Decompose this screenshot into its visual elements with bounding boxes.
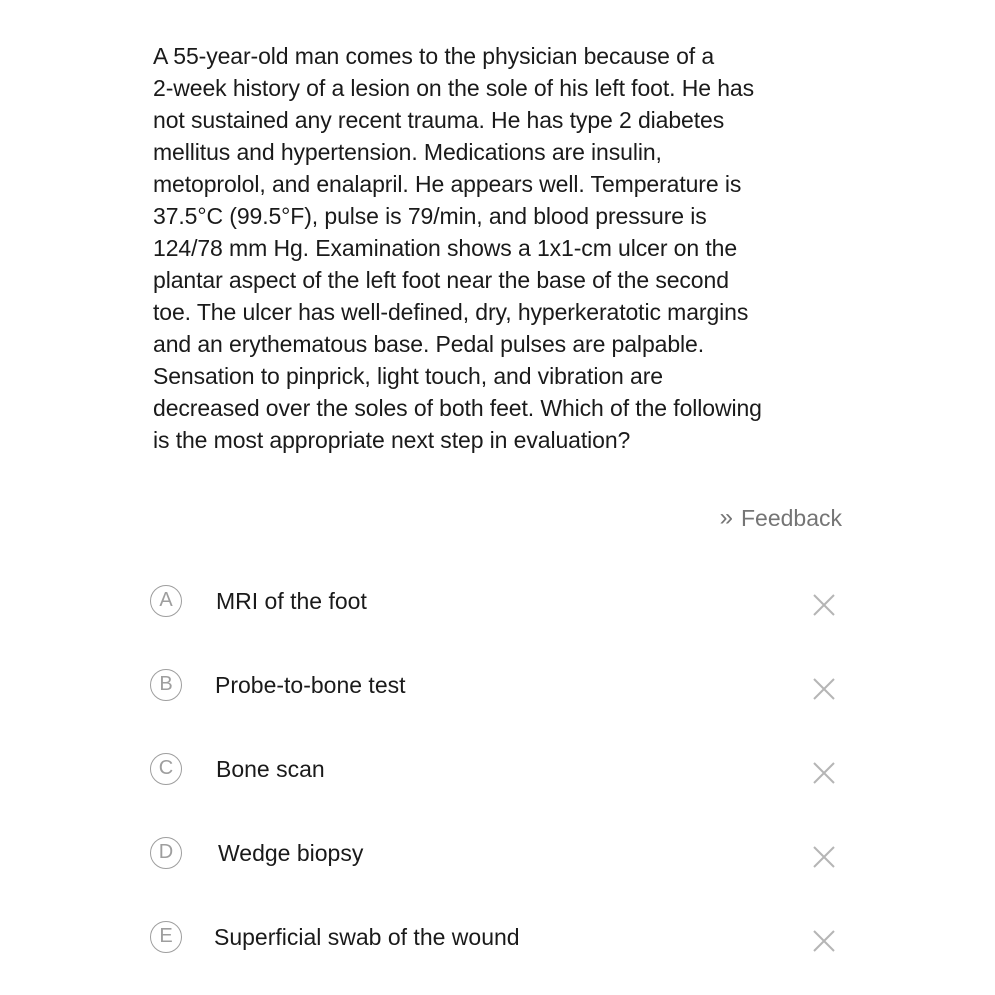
option-text-c: Bone scan xyxy=(216,755,325,782)
question-stem-line: toe. The ulcer has well-defined, dry, hyperkeratotic margins xyxy=(153,299,749,325)
option-text-d: Wedge biopsy xyxy=(218,839,364,866)
option-letter-b: B xyxy=(150,669,182,701)
double-chevron-right-icon: » xyxy=(719,504,733,531)
question-stem-line: 37.5°C (99.5°F), pulse is 79/min, and blood pressure is xyxy=(153,203,707,229)
answer-option-d[interactable] xyxy=(150,831,845,875)
option-text-b: Probe-to-bone test xyxy=(215,671,406,698)
option-letter-e: E xyxy=(150,921,182,953)
option-letter-d: D xyxy=(150,837,182,869)
question-stem-line: decreased over the soles of both feet. Which of the following xyxy=(153,395,762,421)
question-stem-line: not sustained any recent trauma. He has type 2 diabetes xyxy=(153,107,725,133)
feedback-label: Feedback xyxy=(740,505,842,531)
answer-option-e[interactable] xyxy=(150,915,845,959)
option-text-e: Superficial swab of the wound xyxy=(214,923,520,950)
option-letter-c: C xyxy=(150,753,182,785)
question-stem-line: plantar aspect of the left foot near the base of the second xyxy=(153,267,729,293)
question-stem xyxy=(153,40,843,456)
question-stem-line: Sensation to pinprick, light touch, and vibration are xyxy=(153,363,663,389)
question-stem-line: metoprolol, and enalapril. He appears well. Temperature is xyxy=(153,171,742,197)
feedback-link[interactable] xyxy=(720,503,842,533)
question-stem-line: A 55-year-old man comes to the physician because of a xyxy=(153,43,715,69)
question-stem-line: 2-week history of a lesion on the sole of his left foot. He has xyxy=(153,75,754,101)
close-icon[interactable] xyxy=(811,844,837,870)
question-stem-line: and an erythematous base. Pedal pulses are palpable. xyxy=(153,331,705,357)
close-icon[interactable] xyxy=(811,928,837,954)
question-stem-line: 124/78 mm Hg. Examination shows a 1x1-cm ulcer on the xyxy=(153,235,738,261)
question-stem-line: mellitus and hypertension. Medications are insulin, xyxy=(153,139,662,165)
answer-option-b[interactable] xyxy=(150,663,845,707)
option-text-a: MRI of the foot xyxy=(216,587,367,614)
close-icon[interactable] xyxy=(811,676,837,702)
option-letter-a: A xyxy=(150,585,182,617)
close-icon[interactable] xyxy=(811,592,837,618)
answer-option-c[interactable] xyxy=(150,747,845,791)
close-icon[interactable] xyxy=(811,760,837,786)
answer-option-a[interactable] xyxy=(150,579,845,623)
question-stem-line: is the most appropriate next step in evaluation? xyxy=(153,427,631,453)
